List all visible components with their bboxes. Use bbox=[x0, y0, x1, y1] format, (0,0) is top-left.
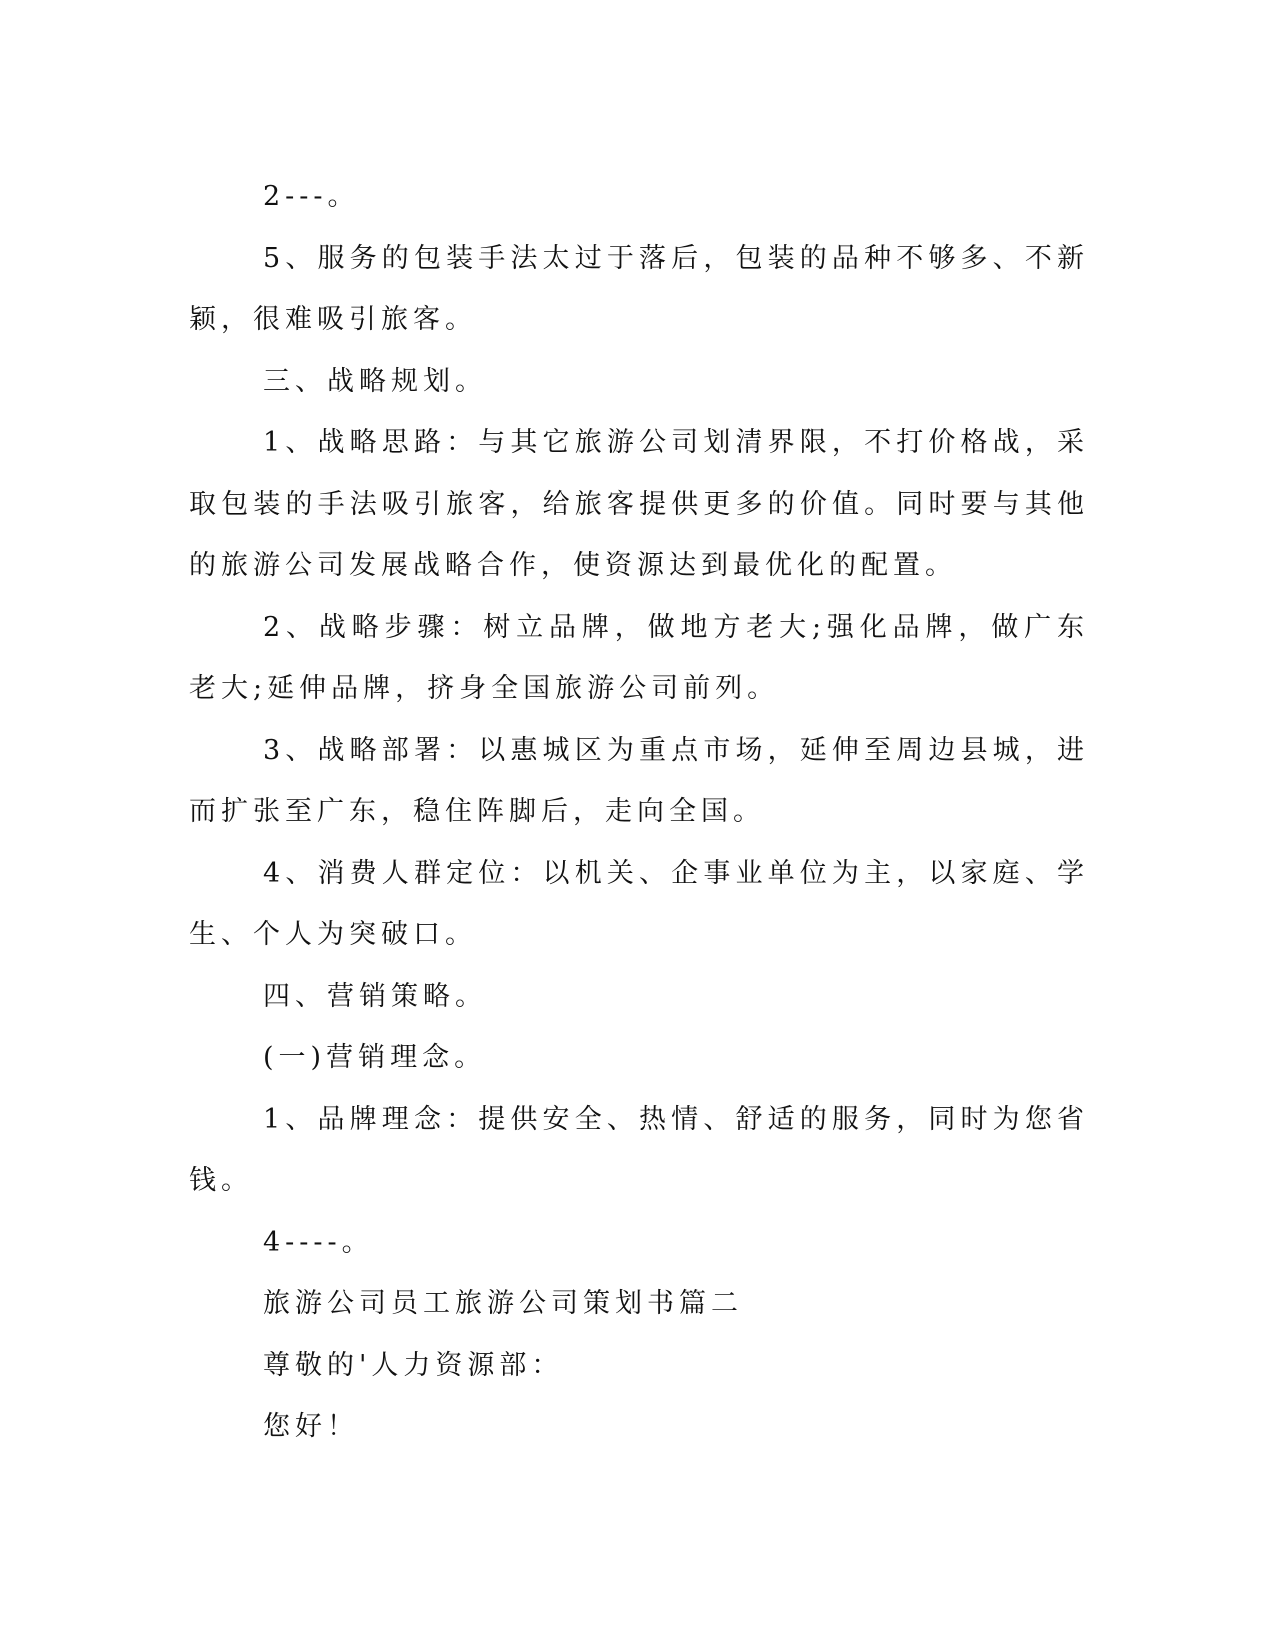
article-title: 旅游公司员工旅游公司策划书篇二 bbox=[263, 1288, 743, 1319]
paragraph-packaging-issue: 5、服务的包装手法太过于落后，包装的品种不够多、不新颖，很难吸引旅客。 bbox=[189, 242, 1089, 335]
section-heading-marketing: 四、营销策略。 bbox=[263, 980, 487, 1012]
paragraph-brand-concept: 1、品牌理念：提供安全、热情、舒适的服务，同时为您省钱。 bbox=[189, 1103, 1089, 1196]
paragraph-strategy-deployment: 3、战略部署：以惠城区为重点市场，延伸至周边县城，进而扩张至广东，稳住阵脚后，走向全国。 bbox=[189, 734, 1089, 827]
paragraph-continuation: 2---。 bbox=[263, 181, 360, 212]
letter-salutation: 尊敬的'人力资源部： bbox=[263, 1349, 564, 1381]
paragraph-strategy-steps: 2、战略步骤：树立品牌，做地方老大;强化品牌，做广东老大;延伸品牌，挤身全国旅游公司前列。 bbox=[189, 611, 1089, 704]
subsection-heading-marketing-concept: (一)营销理念。 bbox=[263, 1042, 487, 1073]
paragraph-strategy-idea: 1、战略思路：与其它旅游公司划清界限，不打价格战，采取包装的手法吸引旅客，给旅客提供更多的价值。同时要与其他的旅游公司发展战略合作，使资源达到最优化的配置。 bbox=[189, 427, 1089, 581]
letter-greeting: 您好！ bbox=[263, 1411, 359, 1442]
document-body bbox=[189, 166, 1089, 1458]
paragraph-target-customers: 4、消费人群定位：以机关、企事业单位为主，以家庭、学生、个人为突破口。 bbox=[189, 857, 1089, 950]
paragraph-continuation-2: 4----。 bbox=[263, 1226, 374, 1258]
section-heading-strategy: 三、战略规划。 bbox=[263, 365, 487, 397]
